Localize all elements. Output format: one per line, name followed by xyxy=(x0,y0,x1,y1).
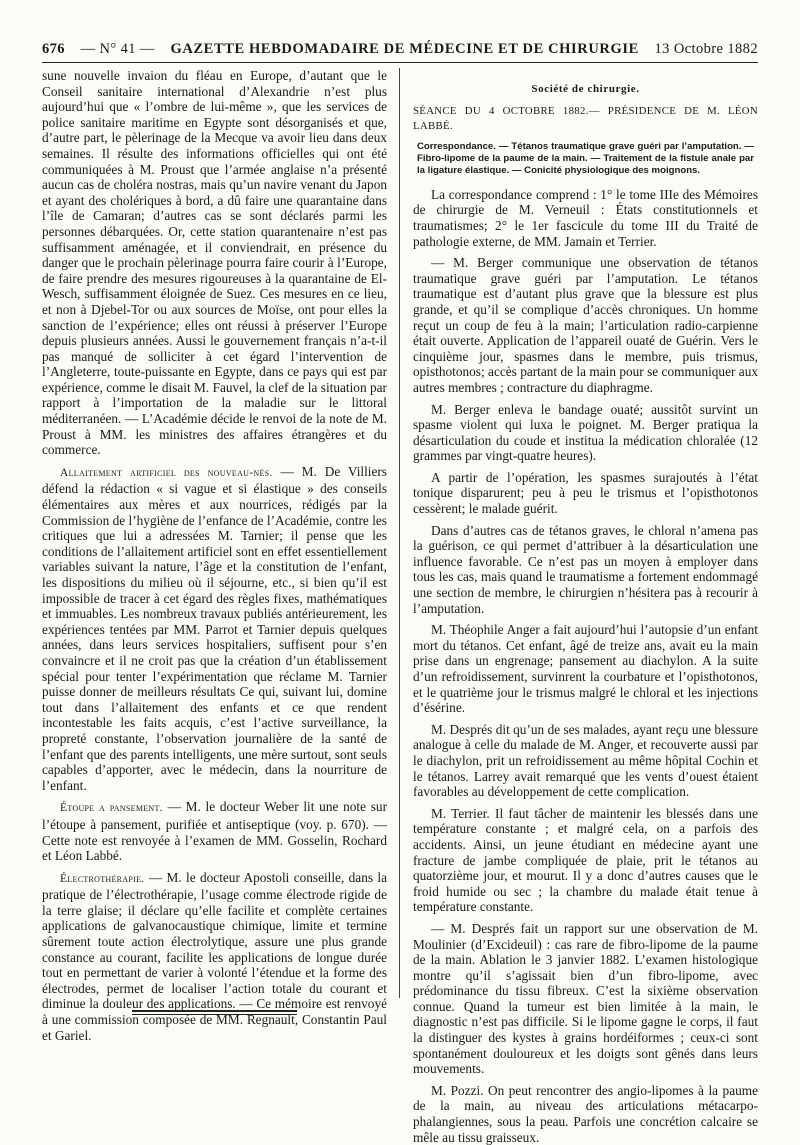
paragraph-etoupe xyxy=(42,799,387,863)
journal-title: GAZETTE HEBDOMADAIRE DE MÉDECINE ET DE CHIRURGIE xyxy=(170,40,639,57)
page-header xyxy=(42,36,758,62)
paragraph-fibro-lipome: — M. Després fait un rapport sur une observation de M. Moulinier (d’Excideuil) : cas rare de fibro-lipome de la paume de la main. Ablation le 3 janvier 1882. L’examen histologique montre qu’il s’agissait bien d’un fibro-lipome, avec prédominance du tissu fibreux. C’est la sixième observation connue. Quand la tumeur est bien limitée à la main, le diagnostic n’est pas difficile. Si le lipome gagne le corps, il faut la distinguer des kystes à grains hordéiformes ; ceux-ci sont spontanément douloureux et les doigts sont gênés dans leurs mouvements. xyxy=(413,920,758,1077)
session-summary: Correspondance. — Tétanos traumatique grave guéri par l’amputation. — Fibro-lipome de la paume de la main. — Traitement de la fistule anale par la ligature élastique. — Conicité physiologique des moignons. xyxy=(417,140,754,176)
paragraph-electrotherapie-text: — M. le docteur Apostoli conseille, dans la pratique de l’électrothérapie, l’usage comme électrode rigide de la terre glaise; il déclare qu’elle facilite et complète certaines applications de galvanocaustique chimique, limite et termine sûrement toute action électrolytique, assure une plus grande constance au courant, facilite les applications de longue durée tout en permettant de varier à volonté l’étendue et la forme des électrodes, permet de localiser l’action totale du courant et diminue la douleur des applications. — Ce mémoire est renvoyé à une commission composée de MM. Regnault, Constantin Paul et Gariel. xyxy=(42,869,387,1043)
section-heading-etoupe: Étoupe a pansement. xyxy=(60,802,163,815)
paragraph-terrier: M. Terrier. Il faut tâcher de maintenir les blessés dans une température constante ; et malgré cela, on a parfois des accidents. Ainsi, un jeune étudiant en médecine ayant une fracture de jambe compliquée de plaie, prit le tétanos au quatorzième jour, et mourut. Il y a donc d’autres causes que le froid humide ou sec ; la chambre du malade était tenue à température constante. xyxy=(413,805,758,915)
paragraph-allaitement-text: — M. De Villiers défend la rédaction « si vague et si élastique » des conseils élémentaires aux mères et aux nourrices, rédigés par la Commission de l’hygiène de l’enfance de l’Académie, contre les critiques que lui a adressées M. Tarnier; il pense que les conditions de l’allaitement artificiel sont en effet essentiellement variables suivant la nature, l’âge et la constitution de l’enfant, les dispositions du milieu où il séjourne, etc., si bien qu’il est impossible de tracer à cet égard des règles fixes, mathématiques et immuables. Les nombreux travaux publiés antérieurement, les expériences tentées par MM. Parrot et Tarnier depuis quelques années, dans leurs services hospitaliers, suffisent pour s’en convaincre et il ne croit pas que la création d’un établissement spécial pour tenter l’expérimentation que réclame M. Tarnier puisse donner de meilleurs résultats Ce qui, suivant lui, domine tout dans l’allaitement des enfants et ce que rendent incontestable les faits acquis, c’est l’active surveillance, la propreté constante, l’observation journalière de la santé de l’enfant que des parents intelligents, une mère surtout, sont seuls capables d’apporter, avec le médecin, dans la nourriture de l’enfant. xyxy=(42,463,387,793)
left-column xyxy=(42,68,387,1068)
paragraph-etoupe-text: — M. le docteur Weber lit une note sur l’étoupe à pansement, purifiée et antiseptique (voy. p. 670). — Cette note est renvoyée à l’examen de MM. Gosselin, Rochard et Léon Labbé. xyxy=(42,799,388,864)
section-heading-electrotherapie: Électrothérapie. xyxy=(60,872,145,885)
paragraph-berger-tetanos: — M. Berger communique une observation de tétanos traumatique grave guéri par l’amputation. Le tétanos traumatique est d’autant plus grave que la blessure est plus grande, et qu’il se complique d’accès chroniques. Un homme reçut un coup de feu à la main; l’articulation radio-carpienne était ouverte. Application de l’appareil ouaté de Guérin. Vers le cinquième jour, spasmes dans le membre, puis trismus, opisthotonos; accès partant de la main pour se communiquer aux autres membres ; contracture du diaphragme. xyxy=(413,255,758,395)
paragraph-despres: M. Després dit qu’un de ses malades, ayant reçu une blessure analogue à celle du malade de M. Anger, et recouverte aussi par le diachylon, prit un refroidissement au même hôpital Cochin et le tétanos. Larrey avait remarqué que les vents d’ouest étaient favorables au développement de cette complication. xyxy=(413,721,758,800)
page-number: 676 xyxy=(42,40,65,57)
right-column xyxy=(413,68,758,1145)
paragraph-pozzi: M. Pozzi. On peut rencontrer des angio-lipomes à la paume de la main, au niveau des articulations métacarpo-phalangiennes, sous la peau. Parfois une concrétion calcaire se mêle au tissu graisseux. xyxy=(413,1082,758,1145)
paragraph-chloral: Dans d’autres cas de tétanos graves, le chloral n’amena pas la guérison, ce qui permet d’attribuer à la désarticulation une influence favorable. Ce n’est pas un moyen à employer dans tous les cas, mais quand le traumatisme a fortement endommagé une section de membre, le chirurgien n’hésitera pas à recourir à l’amputation. xyxy=(413,522,758,616)
issue-date: 13 Octobre 1882 xyxy=(654,40,758,57)
end-rule-thin xyxy=(132,1014,297,1015)
paragraph-allaitement xyxy=(42,464,387,793)
paragraph-anger: M. Théophile Anger a fait aujourd’hui l’autopsie d’un enfant mort du tétanos. Cet enfant, âgé de treize ans, avait eu la main prise dans un engrenage; pansement au diachylon. A la suite d’un refroidissement, survinrent la courbature et l’opisthotonos, et le quatrième jour le trismus malgré le chloral et les injections d’ésérine. xyxy=(413,622,758,716)
issue-number: — N° 41 — xyxy=(80,40,155,57)
paragraph-electrotherapie xyxy=(42,870,387,1044)
end-rule xyxy=(132,1010,297,1012)
paragraph-berger-bandage: M. Berger enleva le bandage ouaté; aussitôt survint un spasme violent qui luxa le poignet. M. Berger pratiqua la désarticulation du coude et institua la médication chloralée (12 grammes par vingt-quatre heures). xyxy=(413,401,758,464)
column-divider xyxy=(399,68,400,998)
seance-line: SÉANCE DU 4 OCTOBRE 1882.— PRÉSIDENCE DE M. LÉON LABBÉ. xyxy=(413,104,758,133)
paragraph-operation: A partir de l’opération, les spasmes surajoutés à l’état tonique disparurent; peu à peu le trismus et l’opisthotonos cessèrent; le malade guérit. xyxy=(413,469,758,517)
paragraph-correspondance: La correspondance comprend : 1° le tome IIIe des Mémoires de chirurgie de M. Verneuil : États constitutionnels et traumatismes; 2° le 1er fascicule du tome III du Traité de pathologie externe, de MM. Jamain et Terrier. xyxy=(413,186,758,249)
paragraph-cholera-quarantine: sune nouvelle invaion du fléau en Europe, d’autant que le Conseil sanitaire international d’Alexandrie n’est plus aujourd’hui que « l’ombre de lui-même », que les services de police sanitaire maritime en Egypte sont désorganisés et que, d’autre part, le pèlerinage de la Mecque va avoir lieu dans deux semaines. Il résulte des informations officielles qui ont été communiquées à M. Proust que l’armée anglaise n’a présenté aucun cas de choléra nostras, mais qu’un navire venant du Japon et ayant des cholériques à bord, a dû faire une quarantaine dans l’île de Camaran; d’autres cas se sont déclarés parmi les personnes débarquées. Or, cette station quarantenaire n’est pas suffisamment aménagée, et il conviendrait, en présence du danger que le prochain pèlerinage pourra faire courir à l’Europe, de faire prendre des mesures rigoureuses à la quarantaine de El-Wesch, suffisamment éloignée de Suez. Ces mesures en ce lieu, et non à Djebel-Tor ou aux sources de Moïse, ont pour elles la sanction de l’expérience; elles ont réussi à préserver l’Europe depuis plusieurs années. Aussi le gouvernement français n’a-t-il pas manqué de solliciter à cet égard l’intervention de l’Angleterre, toute-puissante en Egypte, dans ce pays qui est par expérience, comme le disait M. Fauvel, la clef de la situation par rapport à l’importation de la maladie sur le littoral méditerranéen. — L’Académie décide le renvoi de la note de M. Proust à MM. les ministres des affaires étrangères et du commerce. xyxy=(42,68,387,458)
section-heading-allaitement: Allaitement artificiel des nouveau-nés. xyxy=(60,466,273,479)
society-heading: Société de chirurgie. xyxy=(531,83,640,95)
header-rule xyxy=(42,62,758,63)
